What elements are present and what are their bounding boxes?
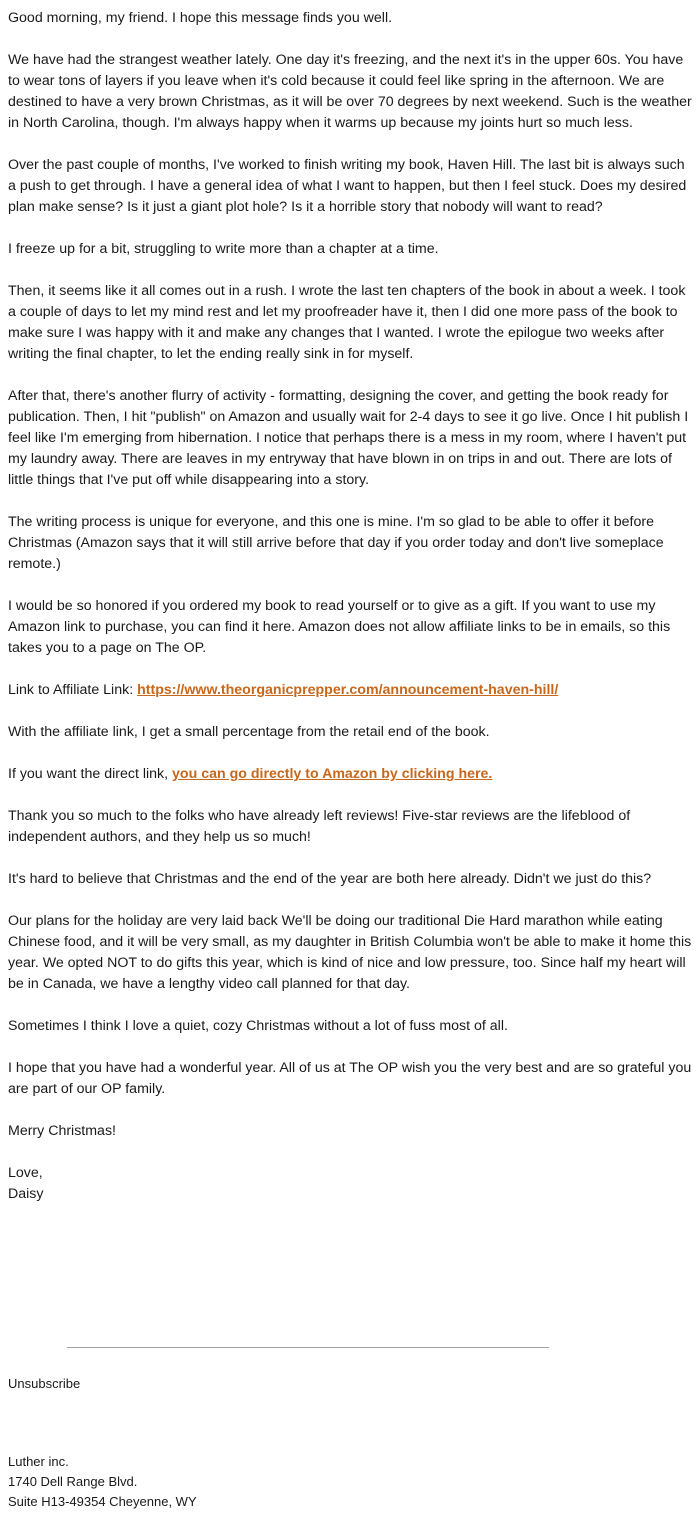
paragraph-thanks: Thank you so much to the folks who have already left reviews! Five-star reviews are the lifeblood of independent authors, and they help us so much! xyxy=(8,808,631,845)
greeting: Good morning, my friend. I hope this message finds you well. xyxy=(8,10,393,26)
signoff: Love, xyxy=(8,1165,43,1181)
signoff-block xyxy=(8,1163,692,1205)
signature: Daisy xyxy=(8,1186,44,1202)
paragraph-freeze: I freeze up for a bit, struggling to write more than a chapter at a time. xyxy=(8,241,439,257)
amazon-direct-link[interactable]: you can go directly to Amazon by clicking here. xyxy=(172,766,493,782)
footer-divider xyxy=(67,1347,549,1348)
paragraph-quiet: Sometimes I think I love a quiet, cozy Christmas without a lot of fuss most of all. xyxy=(8,1018,508,1034)
affiliate-link[interactable]: https://www.theorganicprepper.com/announcement-haven-hill/ xyxy=(137,682,559,698)
affiliate-line xyxy=(8,680,692,701)
direct-line xyxy=(8,764,692,785)
paragraph-weather: We have had the strangest weather lately. One day it's freezing, and the next it's in the upper 60s. You have to wear tons of layers if you leave when it's cold because it could feel like spring in the afternoon. We are destined to have a very brown Christmas, as it will be over 70 degrees by next weekend. Such is the weather in North Carolina, though. I'm always happy when it warms up because my joints hurt so much less. xyxy=(8,52,692,131)
unsubscribe-link[interactable]: Unsubscribe xyxy=(8,1376,81,1391)
paragraph-affiliate-note: With the affiliate link, I get a small percentage from the retail end of the book. xyxy=(8,724,490,740)
paragraph-book: Over the past couple of months, I've worked to finish writing my book, Haven Hill. The last bit is always such a push to get through. I have a general idea of what I want to happen, but then I feel stuck. Does my desired plan make sense? Is it just a giant plot hole? Is it a horrible story that nobody will want to read? xyxy=(8,157,687,215)
paragraph-wonderful: I hope that you have had a wonderful year. All of us at The OP wish you the very best and are so grateful you are part of our OP family. xyxy=(8,1060,692,1097)
direct-label: If you want the direct link, xyxy=(8,766,173,782)
paragraph-rush: Then, it seems like it all comes out in a rush. I wrote the last ten chapters of the book in about a week. I took a couple of days to let my mind rest and let my proofreader have it, then I did one more pass of the book to make sure I was happy with it and make any changes that I wanted. I wrote the epilogue two weeks after writing the final chapter, to let the ending really sink in for myself. xyxy=(8,283,686,362)
paragraph-flurry: After that, there's another flurry of activity - formatting, designing the cover, and getting the book ready for publication. Then, I hit "publish" on Amazon and usually wait for 2-4 days to see it go live. Once I hit publish I feel like I'm emerging from hibernation. I notice that perhaps there is a mess in my room, where I haven't put my laundry away. There are leaves in my entryway that have blown in on trips in and out. There are lots of little things that I've put off while disappearing into a story. xyxy=(8,388,689,488)
email-body xyxy=(8,8,692,1205)
footer-address xyxy=(8,1452,197,1512)
paragraph-honored: I would be so honored if you ordered my book to read yourself or to give as a gift. If you want to use my Amazon link to purchase, you can find it here. Amazon does not allow affiliate links to be in emails, so this takes you to a page on The OP. xyxy=(8,598,671,656)
paragraph-process: The writing process is unique for everyone, and this one is mine. I'm so glad to be able to offer it before Christmas (Amazon says that it will still arrive before that day if you order today and don't live someplace remote.) xyxy=(8,514,664,572)
address-street: 1740 Dell Range Blvd. xyxy=(8,1474,138,1489)
affiliate-label: Link to Affiliate Link: xyxy=(8,682,138,698)
paragraph-merry: Merry Christmas! xyxy=(8,1123,116,1139)
address-suite-city: Suite H13-49354 Cheyenne, WY xyxy=(8,1494,197,1509)
paragraph-hard-to-believe: It's hard to believe that Christmas and the end of the year are both here already. Didn't we just do this? xyxy=(8,871,652,887)
paragraph-plans: Our plans for the holiday are very laid back We'll be doing our traditional Die Hard marathon while eating Chinese food, and it will be very small, as my daughter in British Columbia won't be able to make it home this year. We opted NOT to do gifts this year, which is kind of nice and low pressure, too. Since half my heart will be in Canada, we have a lengthy video call planned for that day. xyxy=(8,913,692,992)
address-company: Luther inc. xyxy=(8,1454,69,1469)
